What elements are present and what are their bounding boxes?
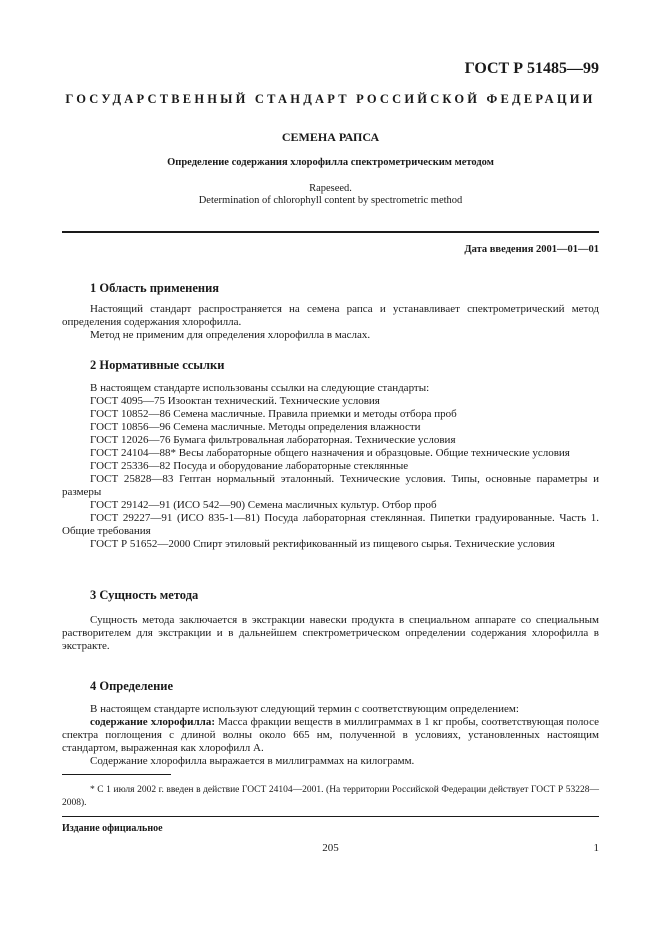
english-title: Rapeseed. xyxy=(309,183,352,194)
document-subtitle: Определение содержания хлорофилла спектрометрическим методом xyxy=(167,157,494,168)
reference-item: ГОСТ 4095—75 Изооктан технический. Технические условия xyxy=(90,395,380,407)
page-number: 205 xyxy=(322,842,339,854)
footnote: * С 1 июля 2002 г. введен в действие ГОСТ 24104—2001. (На территории Российской Федерации действует ГОСТ Р 53228—2008). xyxy=(62,785,599,808)
introduction-date: Дата введения 2001—01—01 xyxy=(464,244,599,255)
section-normative-references xyxy=(62,359,599,551)
paragraph: Настоящий стандарт распространяется на семена рапса и устанавливает спектрометрический метод определения содержания хлорофилла. xyxy=(62,303,599,328)
edition-label: Издание официальное xyxy=(62,823,163,834)
paragraph: Метод не применим для определения хлорофилла в маслах. xyxy=(90,329,371,341)
section-heading: 2 Нормативные ссылки xyxy=(90,358,225,372)
reference-item: ГОСТ Р 51652—2000 Спирт этиловый ректификованный из пищевого сырья. Технические условия xyxy=(90,538,555,550)
sheet-number: 1 xyxy=(593,842,599,854)
reference-item: ГОСТ 25336—82 Посуда и оборудование лабораторные стеклянные xyxy=(90,460,409,472)
term: содержание хлорофилла: xyxy=(90,716,215,728)
section-heading: 3 Сущность метода xyxy=(90,588,199,602)
section-definition xyxy=(62,680,599,768)
section-heading: 1 Область применения xyxy=(90,281,220,295)
section-method-essence xyxy=(62,589,599,653)
reference-item: ГОСТ 10856—96 Семена масличные. Методы определения влажности xyxy=(90,421,421,433)
reference-item: ГОСТ 29227—91 (ИСО 835-1—81) Посуда лабораторная стеклянная. Пипетки градуированные. Часть 1. Общие требования xyxy=(62,512,599,537)
footnote-divider xyxy=(62,774,171,775)
term-definition xyxy=(62,716,599,755)
state-standard-banner: ГОСУДАРСТВЕННЫЙ СТАНДАРТ РОССИЙСКОЙ ФЕДЕРАЦИИ xyxy=(65,92,596,106)
section-scope xyxy=(62,282,599,342)
section-heading: 4 Определение xyxy=(90,679,174,693)
document-title: СЕМЕНА РАПСА xyxy=(281,130,380,144)
paragraph: Содержание хлорофилла выражается в миллиграммах на килограмм. xyxy=(90,755,415,767)
paragraph: Сущность метода заключается в экстракции навески продукта в специальном аппарате со специальным растворителем для экстракции и в дальнейшем спектрометрическом определении содержания хлорофилла в экстракте. xyxy=(62,614,599,652)
standard-code: ГОСТ Р 51485—99 xyxy=(464,60,599,77)
reference-item: ГОСТ 29142—91 (ИСО 542—90) Семена масличных культур. Отбор проб xyxy=(90,499,437,511)
reference-item: ГОСТ 24104—88* Весы лабораторные общего назначения и образцовые. Общие технические условия xyxy=(90,447,570,459)
paragraph: В настоящем стандарте используют следующий термин с соответствующим определением: xyxy=(90,703,519,715)
english-subtitle: Determination of chlorophyll content by spectrometric method xyxy=(198,195,463,206)
footer-divider xyxy=(62,816,599,817)
reference-item: ГОСТ 25828—83 Гептан нормальный эталонный. Технические условия. Типы, основные параметры и размеры xyxy=(62,473,599,498)
reference-item: ГОСТ 10852—86 Семена масличные. Правила приемки и методы отбора проб xyxy=(90,408,457,420)
header-divider xyxy=(62,231,599,233)
paragraph: В настоящем стандарте использованы ссылки на следующие стандарты: xyxy=(90,382,430,394)
reference-item: ГОСТ 12026—76 Бумага фильтровальная лабораторная. Технические условия xyxy=(90,434,456,446)
definition-text: Масса фракции веществ в миллиграммах в 1 кг пробы, соответствующая полосе спектра поглощения с длиной волны около 665 нм, полученной в условиях, установленных настоящим стандартом, выраженная как хлорофилл А. xyxy=(62,716,599,754)
